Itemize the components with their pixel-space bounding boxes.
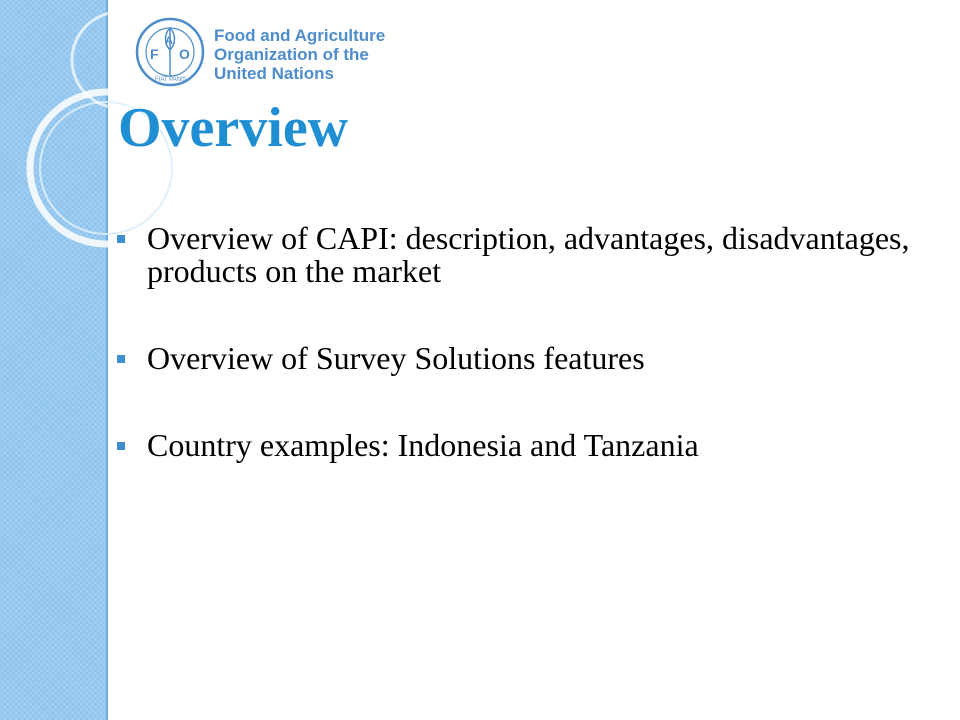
bullet-item [117, 429, 917, 462]
emblem-motto: FIAT PANIS [155, 77, 187, 83]
square-bullet-icon [117, 235, 125, 243]
bullet-item [117, 342, 917, 375]
fao-emblem-icon [137, 19, 203, 85]
emblem-letter-f: F [150, 46, 159, 62]
bullet-item [117, 222, 917, 288]
logo-line-2: Organization of the [214, 45, 369, 64]
square-bullet-icon [117, 355, 125, 363]
bullet-text: Overview of Survey Solutions features [147, 340, 645, 376]
emblem-letter-a: A [165, 35, 173, 47]
square-bullet-icon [117, 442, 125, 450]
logo-line-3: United Nations [214, 64, 334, 83]
bullet-text: Overview of CAPI: description, advantages, disadvantages, products on the market [147, 220, 910, 289]
bullet-list [117, 222, 917, 516]
logo-line-1: Food and Agriculture [214, 26, 386, 45]
bullet-text: Country examples: Indonesia and Tanzania [147, 427, 699, 463]
fao-logo-text [214, 26, 385, 83]
slide-title: Overview [118, 97, 349, 159]
emblem-letter-o: O [179, 46, 190, 62]
